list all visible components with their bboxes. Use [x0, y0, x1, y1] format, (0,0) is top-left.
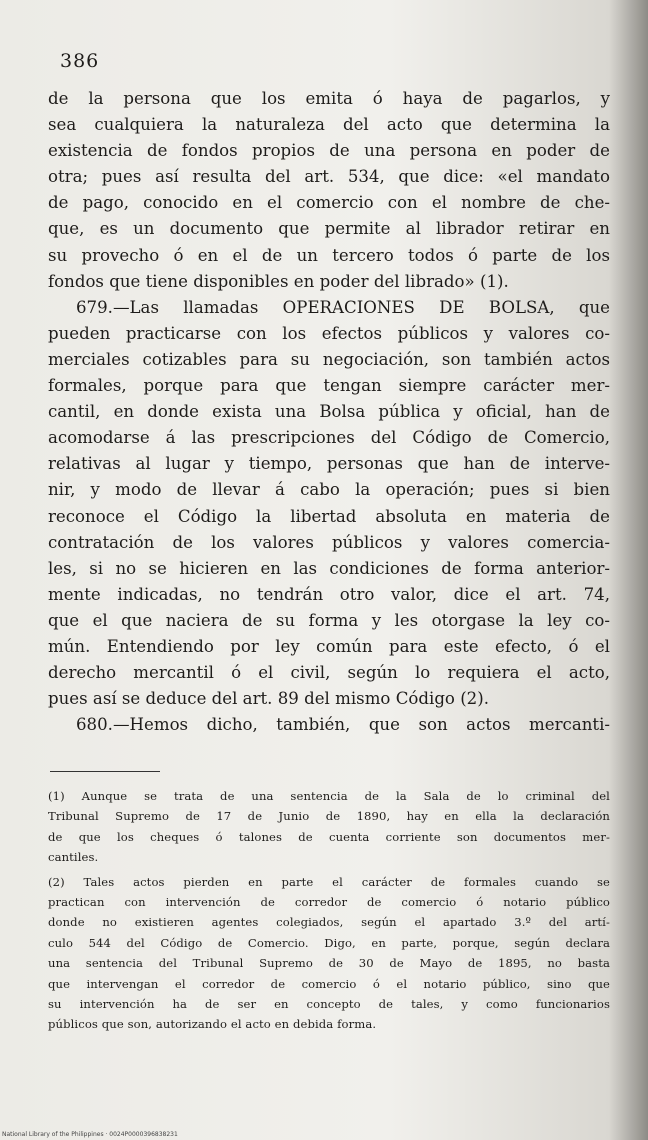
- footnote-line: cantiles.: [48, 850, 99, 865]
- text-line: mún. Entendiendo por ley común para este efecto, ó el: [48, 636, 610, 656]
- text-line: derecho mercantil ó el civil, según lo requiera el acto,: [48, 663, 610, 683]
- text-line: que, es un documento que permite al librador retirar en: [48, 219, 610, 239]
- footnote-line: culo 544 del Código de Comercio. Digo, en parte, porque, según declara: [48, 935, 610, 950]
- footnote-line: una sentencia del Tribunal Supremo de 30 de Mayo de 1895, no basta: [48, 956, 610, 971]
- footnote-line: (1) Aunque se trata de una sentencia de la Sala de lo criminal del: [48, 789, 610, 803]
- footnotes: [48, 786, 610, 1039]
- footnote-line: públicos que son, autorizando el acto en debida forma.: [48, 1017, 377, 1032]
- paragraph-continuation: [48, 86, 610, 295]
- text-line: pueden practicarse con los efectos públicos y valores co-: [48, 323, 610, 343]
- text-line: formales, porque para que tengan siempre carácter mer-: [48, 376, 610, 396]
- text-line: otra; pues así resulta del art. 534, que dice: «el mandato: [48, 167, 610, 187]
- text-line: su provecho ó en el de un tercero todos ó parte de los: [48, 245, 610, 265]
- body-text: [48, 86, 610, 738]
- page-number: 386: [60, 50, 100, 72]
- footnote-line: que intervengan el corredor de comercio ó el notario público, sino que: [48, 976, 610, 991]
- footnote-line: donde no existieren agentes colegiados, según el apartado 3.º del artí-: [48, 915, 610, 930]
- text-line: 679.—Las llamadas OPERACIONES DE BOLSA, que: [76, 297, 610, 317]
- text-line: de pago, conocido en el comercio con el nombre de che-: [48, 193, 610, 213]
- text-line: sea cualquiera la naturaleza del acto que determina la: [48, 115, 610, 135]
- paragraph-680: [48, 712, 610, 738]
- text-line: mente indicadas, no tendrán otro valor, dice el art. 74,: [48, 584, 610, 604]
- footnote-line: practican con intervención de corredor de comercio ó notario público: [48, 895, 610, 910]
- footnote-line: Tribunal Supremo de 17 de Junio de 1890, hay en ella la declaración: [48, 809, 610, 824]
- text-line: existencia de fondos propios de una persona en poder de: [48, 141, 610, 161]
- footnote-separator: [50, 771, 160, 772]
- text-line: nir, y modo de llevar á cabo la operación; pues si bien: [48, 480, 610, 500]
- text-line: cantil, en donde exista una Bolsa pública y oficial, han de: [48, 402, 610, 422]
- text-line: les, si no se hicieren en las condiciones de forma anterior-: [48, 558, 610, 578]
- text-line: contratación de los valores públicos y valores comercia-: [48, 532, 610, 552]
- scan-credit: National Library of the Philippines · 0024P0000396838231: [2, 1131, 178, 1138]
- text-line: fondos que tiene disponibles en poder del librado» (1).: [48, 271, 509, 291]
- text-line: acomodarse á las prescripciones del Código de Comercio,: [48, 428, 610, 448]
- text-line: relativas al lugar y tiempo, personas que han de interve-: [48, 454, 610, 474]
- footnote-1: [48, 786, 610, 868]
- text-line: reconoce el Código la libertad absoluta en materia de: [48, 506, 610, 526]
- paragraph-679: [48, 295, 610, 713]
- text-line: pues así se deduce del art. 89 del mismo Código (2).: [48, 689, 489, 709]
- footnote-2: [48, 872, 610, 1035]
- footnote-line: su intervención ha de ser en concepto de tales, y como funcionarios: [48, 997, 610, 1012]
- text-line: merciales cotizables para su negociación, son también actos: [48, 349, 610, 369]
- text-line: 680.—Hemos dicho, también, que son actos mercanti-: [76, 715, 610, 735]
- text-line: de la persona que los emita ó haya de pagarlos, y: [48, 89, 610, 108]
- text-line: que el que naciera de su forma y les otorgase la ley co-: [48, 610, 610, 630]
- footnote-line: (2) Tales actos pierden en parte el carácter de formales cuando se: [48, 874, 610, 889]
- footnote-line: de que los cheques ó talones de cuenta corriente son documentos mer-: [48, 829, 610, 844]
